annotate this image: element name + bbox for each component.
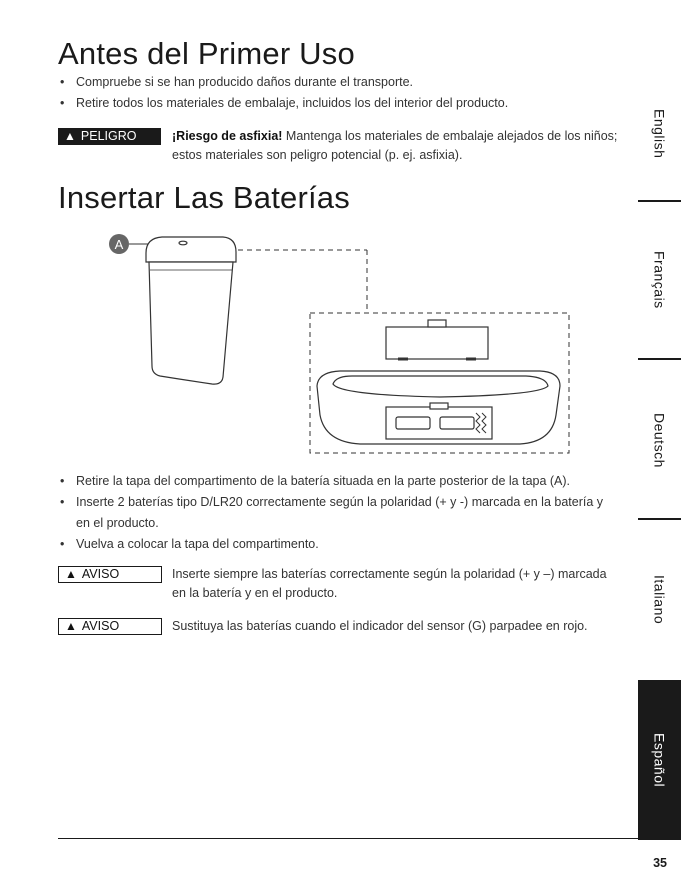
tab-label: Italiano — [651, 575, 668, 625]
lid-drawing — [317, 371, 560, 444]
tab-espanol[interactable] — [638, 680, 681, 840]
tab-divider — [638, 200, 681, 202]
battery-illustration — [0, 0, 638, 470]
tab-deutsch[interactable] — [638, 365, 681, 515]
aviso-text: Inserte siempre las baterías correctamente según la polaridad (+ y –) marcada en la batería y en el producto. — [172, 567, 607, 600]
tab-label: Español — [651, 732, 668, 788]
list-item: • Retire todos los materiales de embalaje, incluidos los del interior del producto. — [58, 93, 618, 114]
section-title-first-use: Antes del Primer Uso — [58, 36, 355, 71]
aviso-notice-1 — [58, 566, 618, 606]
list-item: • Vuelva a colocar la tapa del compartimento. — [58, 534, 618, 555]
section-title-batteries: Insertar Las Baterías — [58, 180, 350, 215]
danger-body: Mantenga los materiales de embalaje alejados de los niños; estos materiales son peligro potencial (p. ej. asfixia). — [172, 129, 618, 162]
warning-triangle-icon: ▲ — [64, 129, 76, 143]
callout-label: A — [114, 237, 124, 252]
aviso-badge-label: AVISO — [81, 567, 120, 581]
tab-label: Français — [651, 251, 668, 309]
list-item: • Inserte 2 baterías tipo D/LR20 correctamente según la polaridad (+ y -) marcada en la batería y en el producto. — [58, 492, 618, 534]
danger-badge-label: PELIGRO — [80, 129, 137, 143]
warning-triangle-icon: ▲ — [65, 567, 77, 581]
battery-steps-list — [58, 471, 618, 555]
footer-rule — [58, 838, 638, 839]
tab-divider — [638, 518, 681, 520]
aviso-badge — [58, 566, 162, 583]
trash-bin-drawing — [146, 237, 236, 384]
page-number: 35 — [653, 856, 667, 870]
list-item: • Compruebe si se han producido daños durante el transporte. — [58, 72, 618, 93]
tab-label: English — [651, 109, 668, 159]
tab-italiano[interactable] — [638, 525, 681, 675]
tab-english[interactable] — [638, 70, 681, 198]
aviso-badge — [58, 618, 162, 635]
warning-triangle-icon: ▲ — [65, 619, 77, 633]
aviso-badge-label: AVISO — [81, 619, 120, 633]
battery-cover-drawing — [386, 320, 488, 359]
tab-francais[interactable] — [638, 205, 681, 355]
list-item: • Retire la tapa del compartimento de la batería situada en la parte posterior de la tapa (A). — [58, 471, 618, 492]
tab-label: Deutsch — [651, 412, 668, 468]
aviso-notice-2 — [58, 618, 618, 638]
tab-divider — [638, 358, 681, 360]
danger-bold: ¡Riesgo de asfixia! — [172, 129, 283, 143]
aviso-text: Sustituya las baterías cuando el indicador del sensor (G) parpadee en rojo. — [172, 619, 588, 633]
